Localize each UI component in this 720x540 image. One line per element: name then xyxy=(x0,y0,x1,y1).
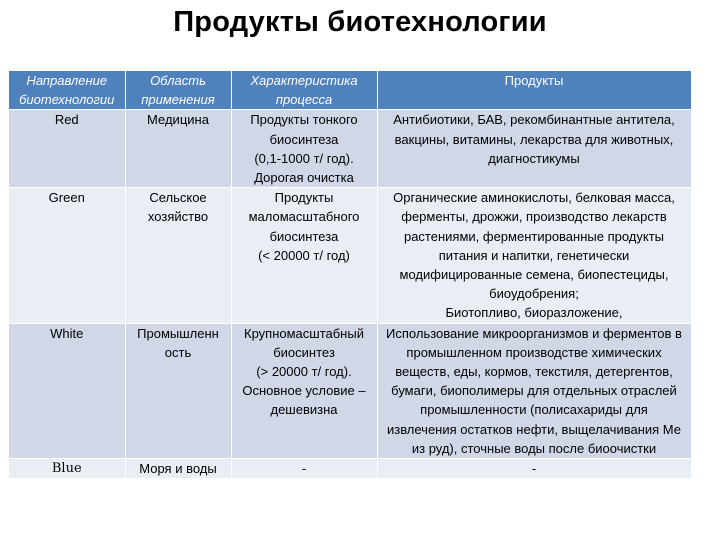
table-row-red xyxy=(9,110,691,188)
header-area: Область применения xyxy=(125,71,231,110)
cell-products: Использование микроорганизмов и ферментов в промышленном производстве химических веществ, еды, кормов, текстиля, детергентов, бумаги, биополимеры для отдельных отраслей промышленности (полисахариды для извлечения остатков нефти, выщелачивания Ме из руд), сточные воды после биоочистки xyxy=(377,323,691,458)
cell-process: Продукты маломасштабного биосинтеза (< 20000 т/ год) xyxy=(231,188,377,323)
page-title: Продукты биотехнологии xyxy=(173,6,547,38)
header-direction: Направление биотехнологии xyxy=(9,71,125,110)
cell-area: Моря и воды xyxy=(125,459,231,479)
cell-process: - xyxy=(231,459,377,479)
cell-area: Медицина xyxy=(125,110,231,188)
cell-products: - xyxy=(377,459,691,479)
table-row-green xyxy=(9,188,691,323)
cell-process: Продукты тонкого биосинтеза (0,1-1000 т/ год). Дорогая очистка xyxy=(231,110,377,188)
cell-process: Крупномасштабный биосинтез (> 20000 т/ год). Основное условие – дешевизна xyxy=(231,323,377,458)
cell-area: Промышленн ость xyxy=(125,323,231,458)
cell-direction: Red xyxy=(9,110,125,188)
biotech-products-table xyxy=(9,71,692,478)
cell-direction: Blue xyxy=(9,459,125,479)
table-row-blue xyxy=(9,459,691,479)
cell-products: Органические аминокислоты, белковая масса, ферменты, дрожжи, производство лекарств растениями, ферментированные продукты питания и напитки, генетически модифицированные семена, биопестециды, биоудобрения; Биотопливо, биоразложение, xyxy=(377,188,691,323)
cell-direction: White xyxy=(9,323,125,458)
header-products: Продукты xyxy=(377,71,691,110)
table-header-row xyxy=(9,71,691,110)
table-row-white xyxy=(9,323,691,458)
cell-products: Антибиотики, БАВ, рекомбинантные антитела, вакцины, витамины, лекарства для животных, диагностикумы xyxy=(377,110,691,188)
cell-area: Сельское хозяйство xyxy=(125,188,231,323)
header-process: Характеристика процесса xyxy=(231,71,377,110)
cell-direction: Green xyxy=(9,188,125,323)
